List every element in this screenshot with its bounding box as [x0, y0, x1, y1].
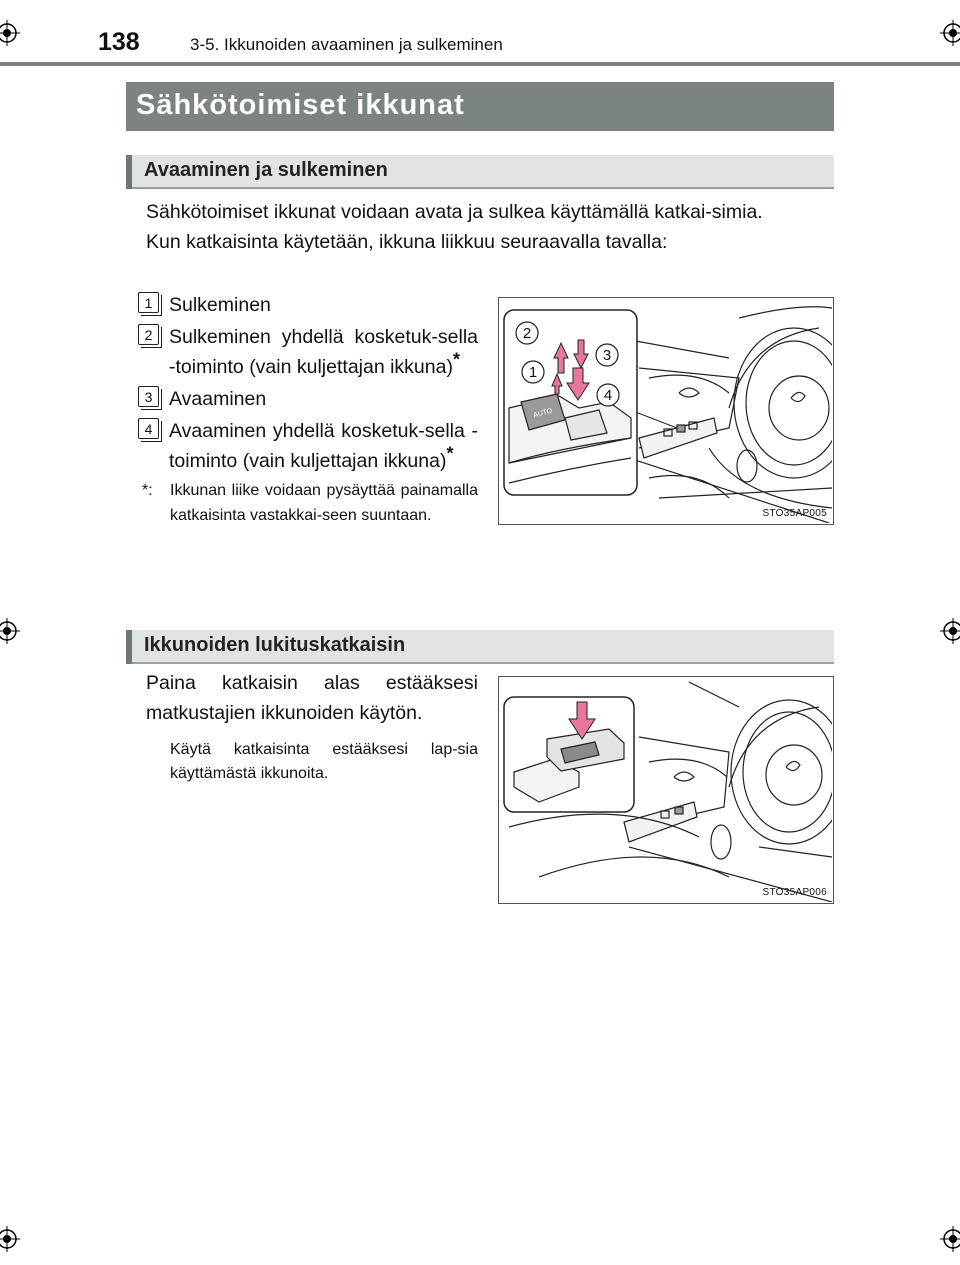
intro-paragraph: Sähkötoimiset ikkunat voidaan avata ja sulkea käyttämällä katkai-simia. — [146, 201, 763, 223]
list-item-text: Sulkeminen yhdellä kosketuk-sella -toiminto (vain kuljettajan ikkuna) — [169, 326, 478, 378]
window-switch-illustration — [499, 298, 832, 523]
header-rule — [0, 62, 960, 66]
lock-text: Paina katkaisin alas estääksesi matkustajien ikkunoiden käytön. — [146, 672, 478, 724]
list-item-text: Sulkeminen — [169, 294, 271, 316]
number-badge: 4 — [138, 418, 159, 439]
intro-paragraph: Kun katkaisinta käytetään, ikkuna liikkuu seuraavalla tavalla: — [146, 231, 668, 253]
callout-number: 2 — [522, 325, 532, 342]
list-item — [138, 290, 478, 320]
asterisk-mark: * — [446, 443, 454, 464]
auto-label: AUTO — [532, 407, 554, 420]
callout-number: 3 — [602, 347, 612, 364]
figure-code: STO35AP005 — [762, 508, 827, 519]
crop-mark-icon — [940, 20, 960, 46]
crop-mark-icon — [0, 20, 20, 46]
lock-switch-illustration — [499, 677, 832, 902]
figure-code: STO35AP006 — [762, 887, 827, 898]
number-badge: 3 — [138, 386, 159, 407]
callout-number: 4 — [603, 387, 613, 404]
footnote — [138, 478, 478, 528]
subheading-open-close: Avaaminen ja sulkeminen — [126, 155, 834, 189]
chapter-title: 3-5. Ikkunoiden avaaminen ja sulkeminen — [190, 35, 503, 54]
list-item-text: Avaaminen — [169, 388, 267, 410]
list-item — [138, 416, 478, 476]
list-item — [138, 322, 478, 382]
number-badge: 2 — [138, 324, 159, 345]
crop-mark-icon — [0, 618, 20, 644]
lock-note: Käytä katkaisinta estääksesi lap-sia käyttämästä ikkunoita. — [170, 741, 478, 782]
operation-list — [138, 290, 478, 528]
list-item — [138, 384, 478, 414]
list-item-text: Avaaminen yhdellä kosketuk-sella -toiminto (vain kuljettajan ikkuna) — [169, 420, 478, 472]
crop-mark-icon — [940, 1226, 960, 1252]
subheading-lock-switch: Ikkunoiden lukituskatkaisin — [126, 630, 834, 664]
asterisk-mark: * — [452, 349, 460, 370]
intro-text — [146, 197, 834, 257]
section-title: Sähkötoimiset ikkunat — [126, 82, 834, 131]
footnote-text: Ikkunan liike voidaan pysäyttää painamalla katkaisinta vastakkai-seen suuntaan. — [170, 482, 478, 524]
number-badge: 1 — [138, 292, 159, 313]
page-number: 138 — [98, 28, 140, 56]
crop-mark-icon — [0, 1226, 20, 1252]
footnote-mark: *: — [142, 482, 153, 499]
callout-number: 1 — [528, 364, 538, 381]
figure-lock-switch — [498, 676, 834, 904]
figure-window-switch — [498, 297, 834, 525]
crop-mark-icon — [940, 618, 960, 644]
